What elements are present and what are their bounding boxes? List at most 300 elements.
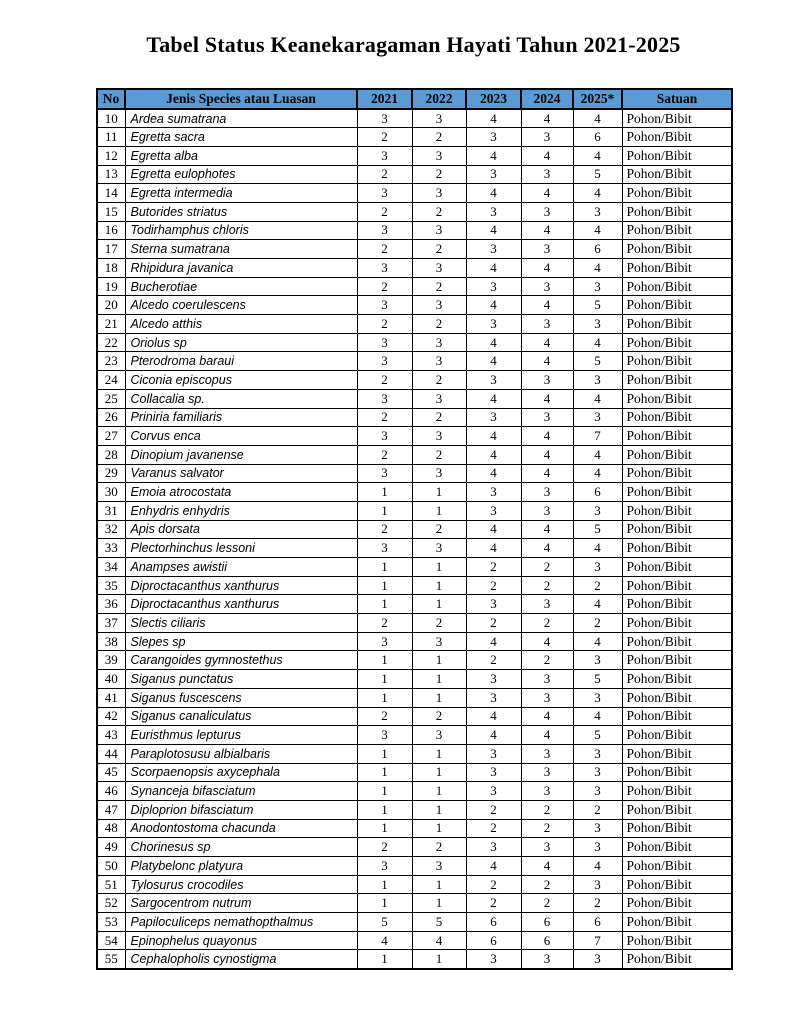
value-2021: 3 [357,539,412,558]
row-number: 35 [97,576,125,595]
col-header-2025: 2025* [573,89,622,109]
value-2024: 2 [521,894,573,913]
value-2023: 4 [466,389,521,408]
value-2024: 3 [521,501,573,520]
value-2023: 4 [466,427,521,446]
satuan: Pohon/Bibit [622,744,732,763]
value-2025: 4 [573,857,622,876]
satuan: Pohon/Bibit [622,819,732,838]
species-name: Varanus salvator [125,464,357,483]
row-number: 38 [97,632,125,651]
species-name: Slectis ciliaris [125,614,357,633]
row-number: 34 [97,558,125,577]
value-2025: 6 [573,240,622,259]
value-2023: 4 [466,109,521,128]
value-2023: 2 [466,614,521,633]
value-2025: 7 [573,931,622,950]
value-2025: 6 [573,483,622,502]
value-2023: 4 [466,707,521,726]
satuan: Pohon/Bibit [622,651,732,670]
table-row [97,146,732,165]
row-number: 28 [97,445,125,464]
value-2021: 1 [357,782,412,801]
value-2021: 1 [357,800,412,819]
satuan: Pohon/Bibit [622,333,732,352]
value-2023: 3 [466,408,521,427]
value-2025: 4 [573,333,622,352]
value-2022: 1 [412,483,466,502]
value-2024: 2 [521,875,573,894]
row-number: 43 [97,726,125,745]
value-2022: 3 [412,296,466,315]
satuan: Pohon/Bibit [622,259,732,278]
value-2024: 4 [521,333,573,352]
page-title: Tabel Status Keanekaragaman Hayati Tahun 2021-2025 [146,32,681,57]
value-2023: 4 [466,146,521,165]
value-2024: 3 [521,202,573,221]
value-2024: 4 [521,146,573,165]
satuan: Pohon/Bibit [622,165,732,184]
value-2022: 3 [412,726,466,745]
row-number: 22 [97,333,125,352]
table-row [97,931,732,950]
col-header-2024: 2024 [521,89,573,109]
value-2023: 4 [466,184,521,203]
satuan: Pohon/Bibit [622,501,732,520]
value-2023: 4 [466,259,521,278]
value-2025: 3 [573,315,622,334]
value-2021: 3 [357,632,412,651]
value-2025: 5 [573,670,622,689]
value-2023: 2 [466,894,521,913]
table-row [97,371,732,390]
value-2023: 4 [466,632,521,651]
species-name: Egretta intermedia [125,184,357,203]
value-2021: 1 [357,576,412,595]
row-number: 48 [97,819,125,838]
value-2025: 3 [573,501,622,520]
satuan: Pohon/Bibit [622,109,732,128]
value-2021: 1 [357,894,412,913]
value-2021: 1 [357,651,412,670]
value-2024: 6 [521,913,573,932]
row-number: 36 [97,595,125,614]
value-2024: 3 [521,277,573,296]
satuan: Pohon/Bibit [622,614,732,633]
species-name: Paraplotosusu albialbaris [125,744,357,763]
value-2021: 3 [357,427,412,446]
row-number: 45 [97,763,125,782]
species-name: Sterna sumatrana [125,240,357,259]
value-2025: 6 [573,128,622,147]
value-2025: 5 [573,520,622,539]
value-2025: 5 [573,296,622,315]
table-row [97,296,732,315]
satuan: Pohon/Bibit [622,726,732,745]
table-row [97,427,732,446]
value-2022: 3 [412,539,466,558]
species-name: Synanceja bifasciatum [125,782,357,801]
row-number: 55 [97,950,125,969]
value-2024: 3 [521,240,573,259]
species-name: Ardea sumatrana [125,109,357,128]
species-name: Carangoides gymnostethus [125,651,357,670]
value-2025: 3 [573,202,622,221]
value-2024: 4 [521,539,573,558]
table-row [97,202,732,221]
value-2023: 3 [466,595,521,614]
species-name: Alcedo atthis [125,315,357,334]
satuan: Pohon/Bibit [622,931,732,950]
satuan: Pohon/Bibit [622,595,732,614]
species-name: Egretta alba [125,146,357,165]
species-name: Epinophelus quayonus [125,931,357,950]
species-name: Bucherotiae [125,277,357,296]
value-2021: 2 [357,128,412,147]
value-2022: 2 [412,614,466,633]
value-2022: 3 [412,389,466,408]
table-row [97,389,732,408]
biodiversity-status-table [96,88,733,970]
species-name: Diploprion bifasciatum [125,800,357,819]
row-number: 30 [97,483,125,502]
value-2024: 4 [521,389,573,408]
species-name: Euristhmus lepturus [125,726,357,745]
value-2024: 4 [521,632,573,651]
value-2025: 4 [573,707,622,726]
value-2025: 3 [573,782,622,801]
value-2021: 1 [357,688,412,707]
value-2024: 3 [521,128,573,147]
satuan: Pohon/Bibit [622,202,732,221]
table-row [97,333,732,352]
row-number: 12 [97,146,125,165]
species-name: Scorpaenopsis axycephala [125,763,357,782]
value-2025: 3 [573,875,622,894]
value-2024: 3 [521,371,573,390]
row-number: 15 [97,202,125,221]
satuan: Pohon/Bibit [622,520,732,539]
value-2023: 2 [466,800,521,819]
species-name: Apis dorsata [125,520,357,539]
satuan: Pohon/Bibit [622,371,732,390]
value-2022: 1 [412,576,466,595]
value-2022: 1 [412,558,466,577]
value-2021: 2 [357,445,412,464]
row-number: 20 [97,296,125,315]
table-row [97,950,732,969]
value-2025: 4 [573,146,622,165]
value-2024: 3 [521,950,573,969]
row-number: 25 [97,389,125,408]
value-2023: 6 [466,913,521,932]
satuan: Pohon/Bibit [622,688,732,707]
value-2024: 4 [521,427,573,446]
table-row [97,688,732,707]
table-row [97,800,732,819]
value-2022: 2 [412,128,466,147]
value-2021: 1 [357,483,412,502]
species-name: Collacalia sp. [125,389,357,408]
value-2023: 3 [466,688,521,707]
satuan: Pohon/Bibit [622,445,732,464]
value-2025: 3 [573,371,622,390]
value-2021: 3 [357,296,412,315]
row-number: 31 [97,501,125,520]
value-2022: 1 [412,651,466,670]
value-2021: 3 [357,146,412,165]
row-number: 21 [97,315,125,334]
species-name: Egretta eulophotes [125,165,357,184]
value-2021: 3 [357,333,412,352]
row-number: 19 [97,277,125,296]
value-2023: 4 [466,352,521,371]
value-2021: 2 [357,371,412,390]
value-2024: 3 [521,408,573,427]
value-2022: 2 [412,315,466,334]
col-header-species: Jenis Species atau Luasan [125,89,357,109]
table-row [97,707,732,726]
table-row [97,913,732,932]
value-2022: 4 [412,931,466,950]
table-row [97,838,732,857]
value-2021: 1 [357,875,412,894]
value-2022: 2 [412,202,466,221]
table-row [97,558,732,577]
row-number: 13 [97,165,125,184]
value-2021: 2 [357,165,412,184]
value-2022: 1 [412,670,466,689]
row-number: 10 [97,109,125,128]
value-2021: 2 [357,408,412,427]
value-2025: 3 [573,651,622,670]
row-number: 26 [97,408,125,427]
value-2021: 1 [357,950,412,969]
table-header [97,89,732,109]
value-2024: 4 [521,520,573,539]
species-name: Cephalopholis cynostigma [125,950,357,969]
species-name: Platybelonc platyura [125,857,357,876]
value-2023: 3 [466,277,521,296]
row-number: 39 [97,651,125,670]
value-2021: 3 [357,109,412,128]
value-2022: 1 [412,875,466,894]
satuan: Pohon/Bibit [622,483,732,502]
value-2024: 2 [521,651,573,670]
table-row [97,259,732,278]
value-2022: 3 [412,259,466,278]
value-2024: 3 [521,483,573,502]
table-row [97,483,732,502]
table-body [97,109,732,969]
value-2024: 4 [521,464,573,483]
value-2025: 4 [573,464,622,483]
species-name: Emoia atrocostata [125,483,357,502]
species-name: Ciconia episcopus [125,371,357,390]
species-name: Siganus fuscescens [125,688,357,707]
value-2023: 3 [466,202,521,221]
value-2025: 2 [573,800,622,819]
table-row [97,614,732,633]
table-row [97,445,732,464]
table-row [97,670,732,689]
value-2022: 1 [412,688,466,707]
satuan: Pohon/Bibit [622,913,732,932]
satuan: Pohon/Bibit [622,277,732,296]
satuan: Pohon/Bibit [622,838,732,857]
value-2022: 1 [412,894,466,913]
value-2022: 2 [412,277,466,296]
value-2022: 1 [412,763,466,782]
table-row [97,763,732,782]
row-number: 37 [97,614,125,633]
value-2021: 2 [357,520,412,539]
value-2021: 3 [357,259,412,278]
satuan: Pohon/Bibit [622,576,732,595]
table-row [97,726,732,745]
satuan: Pohon/Bibit [622,315,732,334]
value-2024: 4 [521,857,573,876]
value-2025: 4 [573,445,622,464]
value-2025: 4 [573,632,622,651]
value-2024: 2 [521,800,573,819]
value-2024: 3 [521,763,573,782]
value-2025: 4 [573,184,622,203]
row-number: 52 [97,894,125,913]
value-2021: 2 [357,707,412,726]
value-2022: 1 [412,950,466,969]
species-name: Corvus enca [125,427,357,446]
table-row [97,520,732,539]
table-row [97,240,732,259]
row-number: 46 [97,782,125,801]
value-2024: 3 [521,670,573,689]
table-row [97,539,732,558]
value-2021: 2 [357,240,412,259]
species-name: Egretta sacra [125,128,357,147]
row-number: 14 [97,184,125,203]
species-name: Anampses awistii [125,558,357,577]
value-2023: 4 [466,221,521,240]
value-2021: 3 [357,389,412,408]
value-2025: 3 [573,688,622,707]
value-2021: 3 [357,857,412,876]
table-row [97,501,732,520]
table-row [97,184,732,203]
value-2023: 4 [466,464,521,483]
value-2023: 2 [466,651,521,670]
satuan: Pohon/Bibit [622,894,732,913]
value-2023: 3 [466,950,521,969]
value-2024: 4 [521,184,573,203]
value-2025: 5 [573,352,622,371]
value-2021: 3 [357,726,412,745]
value-2022: 2 [412,445,466,464]
value-2024: 4 [521,445,573,464]
satuan: Pohon/Bibit [622,464,732,483]
row-number: 41 [97,688,125,707]
value-2022: 2 [412,707,466,726]
row-number: 53 [97,913,125,932]
col-header-satuan: Satuan [622,89,732,109]
row-number: 51 [97,875,125,894]
species-name: Pterodroma baraui [125,352,357,371]
value-2022: 3 [412,857,466,876]
satuan: Pohon/Bibit [622,707,732,726]
row-number: 17 [97,240,125,259]
value-2022: 3 [412,464,466,483]
value-2021: 1 [357,595,412,614]
value-2021: 2 [357,614,412,633]
value-2021: 2 [357,202,412,221]
value-2021: 2 [357,277,412,296]
species-name: Chorinesus sp [125,838,357,857]
value-2025: 2 [573,894,622,913]
value-2024: 3 [521,744,573,763]
species-name: Tylosurus crocodiles [125,875,357,894]
value-2023: 4 [466,333,521,352]
table-row [97,165,732,184]
table-row [97,632,732,651]
value-2022: 3 [412,632,466,651]
value-2023: 3 [466,744,521,763]
satuan: Pohon/Bibit [622,558,732,577]
value-2025: 3 [573,950,622,969]
header-row [97,89,732,109]
value-2021: 1 [357,558,412,577]
table-row [97,352,732,371]
col-header-2023: 2023 [466,89,521,109]
value-2025: 4 [573,221,622,240]
value-2024: 3 [521,782,573,801]
species-name: Priniria familiaris [125,408,357,427]
species-name: Sargocentrom nutrum [125,894,357,913]
value-2021: 1 [357,670,412,689]
row-number: 44 [97,744,125,763]
value-2025: 3 [573,558,622,577]
row-number: 33 [97,539,125,558]
value-2023: 4 [466,726,521,745]
value-2024: 3 [521,688,573,707]
table-row [97,819,732,838]
satuan: Pohon/Bibit [622,427,732,446]
value-2023: 4 [466,445,521,464]
table-row [97,128,732,147]
satuan: Pohon/Bibit [622,950,732,969]
value-2021: 1 [357,744,412,763]
species-name: Todirhamphus chloris [125,221,357,240]
row-number: 27 [97,427,125,446]
species-name: Dinopium javanense [125,445,357,464]
value-2024: 2 [521,819,573,838]
value-2021: 2 [357,838,412,857]
table-row [97,408,732,427]
table-row [97,744,732,763]
value-2023: 2 [466,576,521,595]
value-2025: 3 [573,819,622,838]
species-name: Siganus canaliculatus [125,707,357,726]
value-2024: 4 [521,221,573,240]
satuan: Pohon/Bibit [622,782,732,801]
value-2022: 2 [412,408,466,427]
value-2022: 2 [412,371,466,390]
value-2023: 3 [466,763,521,782]
value-2025: 3 [573,838,622,857]
value-2025: 5 [573,165,622,184]
satuan: Pohon/Bibit [622,389,732,408]
value-2022: 1 [412,501,466,520]
value-2025: 5 [573,726,622,745]
